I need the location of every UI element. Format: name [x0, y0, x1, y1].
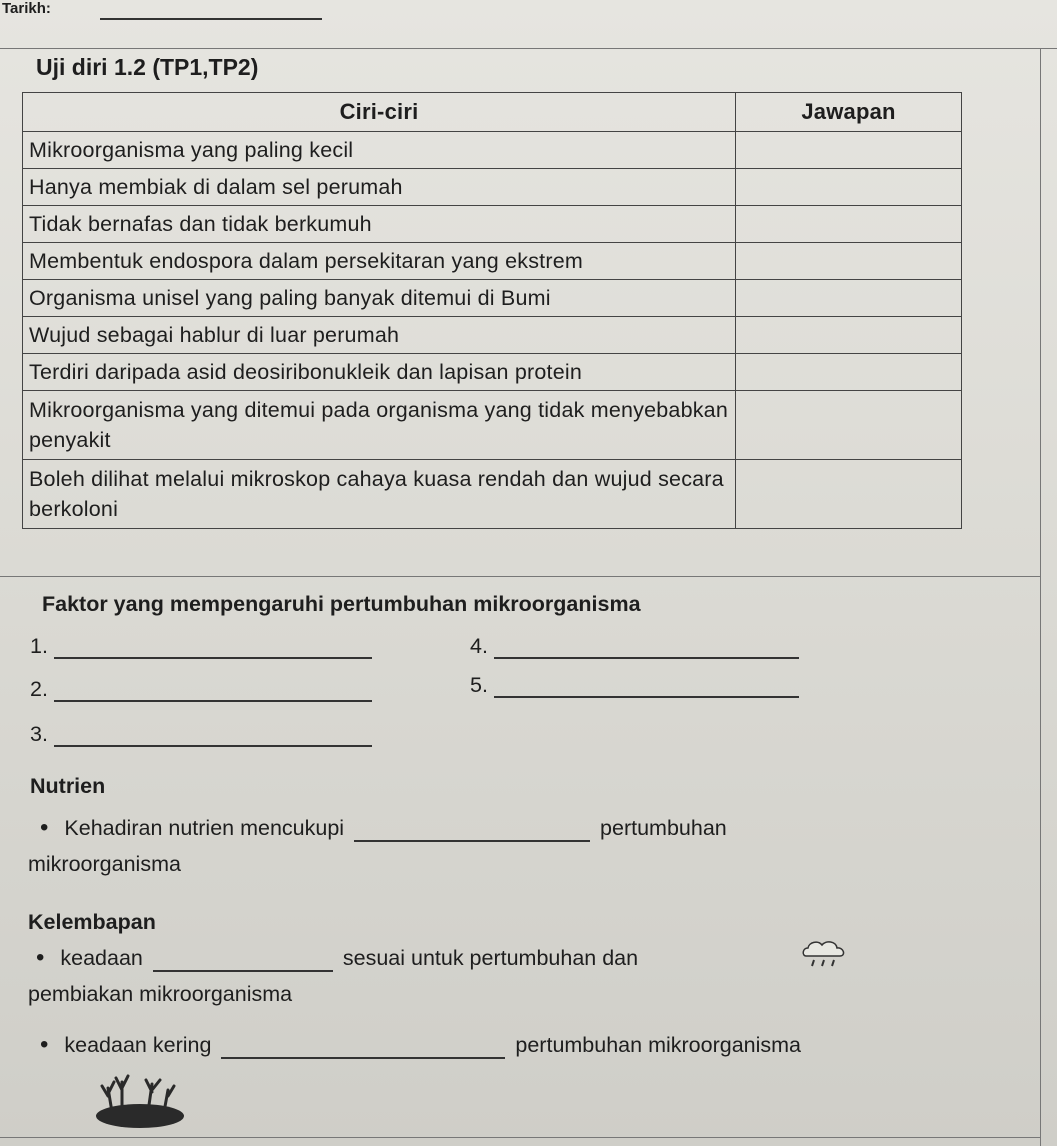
humidity-blank-1[interactable] — [153, 948, 333, 972]
table-row — [23, 243, 962, 280]
box-border-right — [1040, 48, 1041, 1146]
factor-blank-4[interactable] — [494, 635, 799, 659]
table-row — [23, 317, 962, 354]
factor-item-1 — [30, 634, 372, 659]
nutrient-sentence-cont: mikroorganisma — [28, 852, 181, 876]
characteristic-cell: Boleh dilihat melalui mikroskop cahaya kuasa rendah dan wujud secara berkoloni — [23, 460, 736, 529]
humidity-line-1 — [36, 944, 638, 972]
factor-number: 4. — [470, 634, 488, 658]
nutrient-text-start: Kehadiran nutrien mencukupi — [64, 816, 345, 840]
humidity-line-2 — [40, 1031, 801, 1059]
factor-item-4 — [470, 634, 799, 659]
answer-cell[interactable] — [736, 132, 962, 169]
humidity-text-end: sesuai untuk pertumbuhan dan — [342, 946, 639, 970]
answer-cell[interactable] — [736, 391, 962, 460]
characteristic-cell: Organisma unisel yang paling banyak ditemui di Bumi — [23, 280, 736, 317]
factors-title: Faktor yang mempengaruhi pertumbuhan mikroorganisma — [42, 592, 641, 616]
humidity-blank-2[interactable] — [221, 1035, 505, 1059]
nutrient-text-end: pertumbuhan — [600, 816, 727, 840]
table-row — [23, 460, 962, 529]
humidity-heading: Kelembapan — [28, 910, 156, 934]
answer-cell[interactable] — [736, 460, 962, 529]
table-row — [23, 169, 962, 206]
factor-blank-2[interactable] — [54, 678, 372, 702]
nutrient-blank[interactable] — [354, 818, 590, 842]
factor-item-3 — [30, 722, 372, 747]
characteristic-cell: Mikroorganisma yang paling kecil — [23, 132, 736, 169]
table-row — [23, 280, 962, 317]
answer-cell[interactable] — [736, 280, 962, 317]
exercise-title: Uji diri 1.2 (TP1,TP2) — [36, 54, 259, 80]
answer-cell[interactable] — [736, 354, 962, 391]
humidity-text-start: keadaan — [60, 946, 143, 970]
answer-cell[interactable] — [736, 317, 962, 354]
characteristics-table — [22, 92, 962, 529]
characteristic-cell: Membentuk endospora dalam persekitaran yang ekstrem — [23, 243, 736, 280]
factor-number: 1. — [30, 634, 48, 658]
answer-cell[interactable] — [736, 243, 962, 280]
date-label: Tarikh: — [2, 0, 51, 17]
header-jawapan: Jawapan — [736, 93, 962, 132]
humidity-text2-end: pertumbuhan mikroorganisma — [515, 1033, 802, 1057]
table-row — [23, 206, 962, 243]
factor-blank-1[interactable] — [54, 635, 372, 659]
date-blank[interactable] — [100, 18, 322, 20]
rain-cloud-icon — [800, 938, 860, 972]
characteristic-cell: Hanya membiak di dalam sel perumah — [23, 169, 736, 206]
nutrient-heading: Nutrien — [30, 774, 106, 798]
factor-number: 2. — [30, 677, 48, 701]
characteristic-cell: Terdiri daripada asid deosiribonukleik dan lapisan protein — [23, 354, 736, 391]
header-ciri: Ciri-ciri — [23, 93, 736, 132]
section-divider — [0, 576, 1040, 577]
table-row — [23, 354, 962, 391]
factor-number: 5. — [470, 673, 488, 697]
characteristic-cell: Mikroorganisma yang ditemui pada organisma yang tidak menyebabkan penyakit — [23, 391, 736, 460]
nutrient-sentence — [40, 814, 727, 842]
table-row — [23, 391, 962, 460]
table-header-row — [23, 93, 962, 132]
characteristic-cell: Tidak bernafas dan tidak berkumuh — [23, 206, 736, 243]
answer-cell[interactable] — [736, 169, 962, 206]
humidity-text2-start: keadaan kering — [64, 1033, 212, 1057]
answer-cell[interactable] — [736, 206, 962, 243]
factor-blank-5[interactable] — [494, 674, 799, 698]
box-border-top — [0, 48, 1057, 49]
factor-blank-3[interactable] — [54, 723, 372, 747]
table-row — [23, 132, 962, 169]
characteristic-cell: Wujud sebagai hablur di luar perumah — [23, 317, 736, 354]
factor-number: 3. — [30, 722, 48, 746]
humidity-line-1-cont: pembiakan mikroorganisma — [28, 982, 293, 1006]
factor-item-2 — [30, 677, 372, 702]
factor-item-5 — [470, 673, 799, 698]
dry-plant-icon — [92, 1068, 192, 1132]
page-bottom-rule — [0, 1137, 1040, 1138]
